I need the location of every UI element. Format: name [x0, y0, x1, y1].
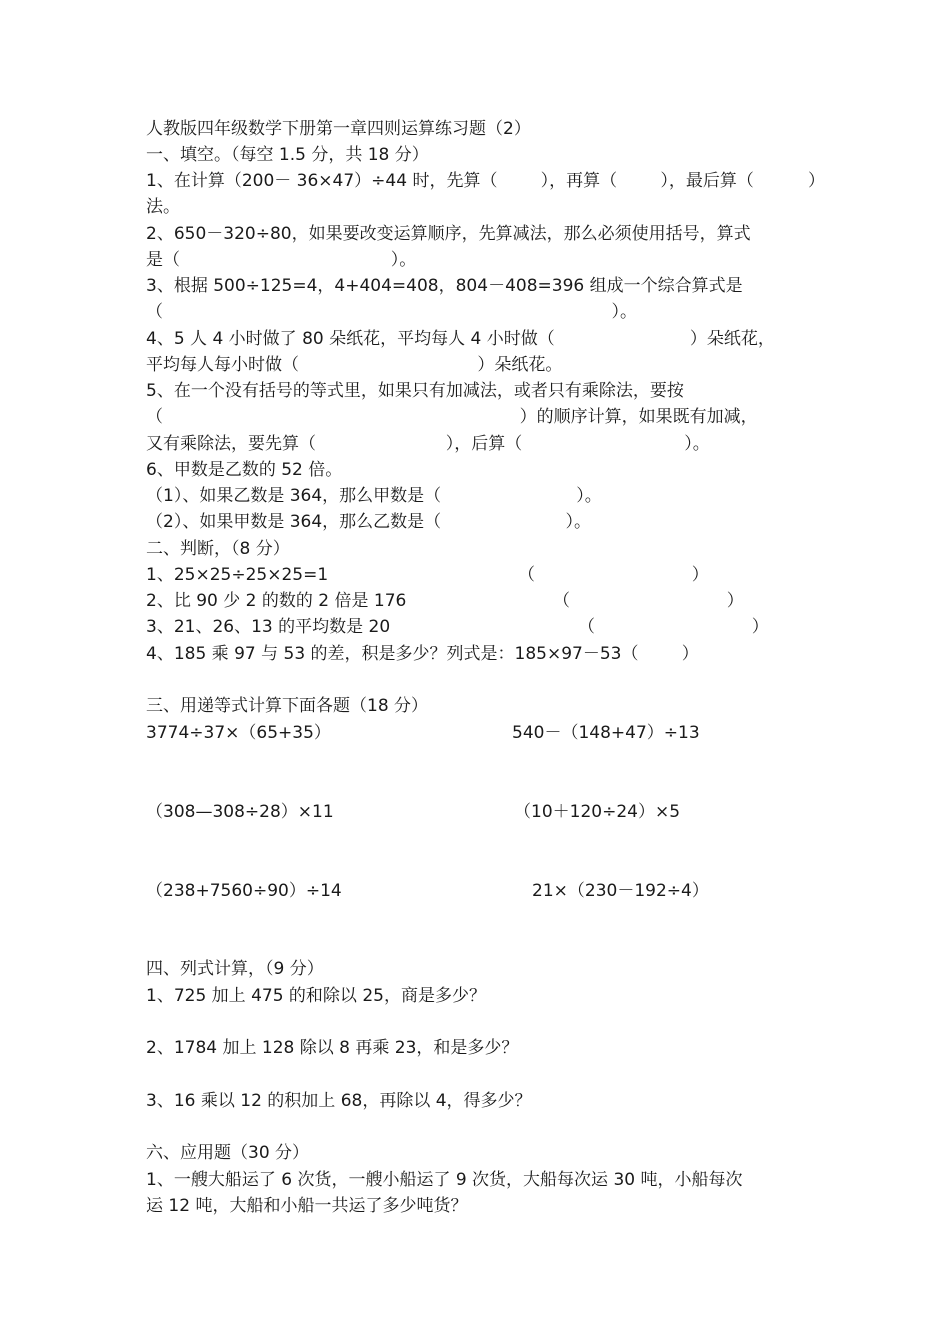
section-4-heading: 四、列式计算，（9 分） [146, 959, 324, 979]
judge-q1: 1、25×25÷25×25=1 [146, 565, 329, 585]
word-problem-1-line2: 运 12 吨，大船和小船一共运了多少吨货？ [146, 1196, 468, 1216]
fill-q6-part2: （2）、如果甲数是 364，那么乙数是（ ）。 [146, 512, 591, 532]
calc-expression-5: （238+7560÷90）÷14 [146, 881, 342, 901]
fill-q5-line2: （ ）的顺序计算，如果既有加减， [146, 407, 758, 427]
fill-q6: 6、甲数是乙数的 52 倍。 [146, 460, 343, 480]
calc-expression-3: （308—308÷28）×11 [146, 802, 334, 822]
calc-expression-1: 3774÷37×（65+35） [146, 723, 331, 743]
section-2-heading: 二、判断，（8 分） [146, 539, 290, 559]
calc-expression-2: 540－（148+47）÷13 [512, 723, 700, 743]
page-title: 人教版四年级数学下册第一章四则运算练习题（2） [146, 119, 531, 139]
fill-q5-line1: 5、在一个没有括号的等式里，如果只有加减法，或者只有乘除法，要按 [146, 381, 684, 401]
fill-q1-line1: 1、在计算（200－ 36×47）÷44 时，先算（ ），再算（ ），最后算（ ） [146, 171, 825, 191]
word-problem-1-line1: 1、一艘大船运了 6 次货，一艘小船运了 9 次货，大船每次运 30 吨，小船每次 [146, 1170, 743, 1190]
fill-q6-part1: （1）、如果乙数是 364，那么甲数是（ ）。 [146, 486, 602, 506]
judge-q3-blank: （ ） [578, 617, 769, 637]
judge-q2: 2、比 90 少 2 的数的 2 倍是 176 [146, 591, 407, 611]
fill-q2-line2: 是（ ）。 [146, 250, 417, 270]
formula-q2: 2、1784 加上 128 除以 8 再乘 23，和是多少？ [146, 1038, 519, 1058]
section-6-heading: 六、应用题（30 分） [146, 1143, 310, 1163]
fill-q4-line1: 4、5 人 4 小时做了 80 朵纸花，平均每人 4 小时做（ ）朵纸花， [146, 329, 775, 349]
judge-q2-blank: （ ） [553, 591, 744, 611]
calc-expression-4: （10＋120÷24）×5 [514, 802, 681, 822]
fill-q3-line2: （ ）。 [146, 302, 638, 322]
formula-q3: 3、16 乘以 12 的积加上 68，再除以 4，得多少？ [146, 1091, 532, 1111]
section-1-heading: 一、填空。（每空 1.5 分，共 18 分） [146, 145, 429, 165]
section-3-heading: 三、用递等式计算下面各题（18 分） [146, 696, 429, 716]
fill-q1-line2: 法。 [146, 197, 180, 217]
fill-q5-line3: 又有乘除法，要先算（ ），后算（ ）。 [146, 434, 710, 454]
fill-q3-line1: 3、根据 500÷125=4，4+404=408，804－408=396 组成一个综合算式是 [146, 276, 743, 296]
judge-q1-blank: （ ） [518, 565, 709, 585]
fill-q4-line2: 平均每人每小时做（ ）朵纸花。 [146, 355, 563, 375]
formula-q1: 1、725 加上 475 的和除以 25，商是多少？ [146, 986, 486, 1006]
judge-q4: 4、185 乘 97 与 53 的差，积是多少？列式是：185×97－53（ ） [146, 644, 699, 664]
judge-q3: 3、21、26、13 的平均数是 20 [146, 617, 391, 637]
calc-expression-6: 21×（230－192÷4） [532, 881, 709, 901]
fill-q2-line1: 2、650－320÷80，如果要改变运算顺序，先算减法，那么必须使用括号，算式 [146, 224, 751, 244]
